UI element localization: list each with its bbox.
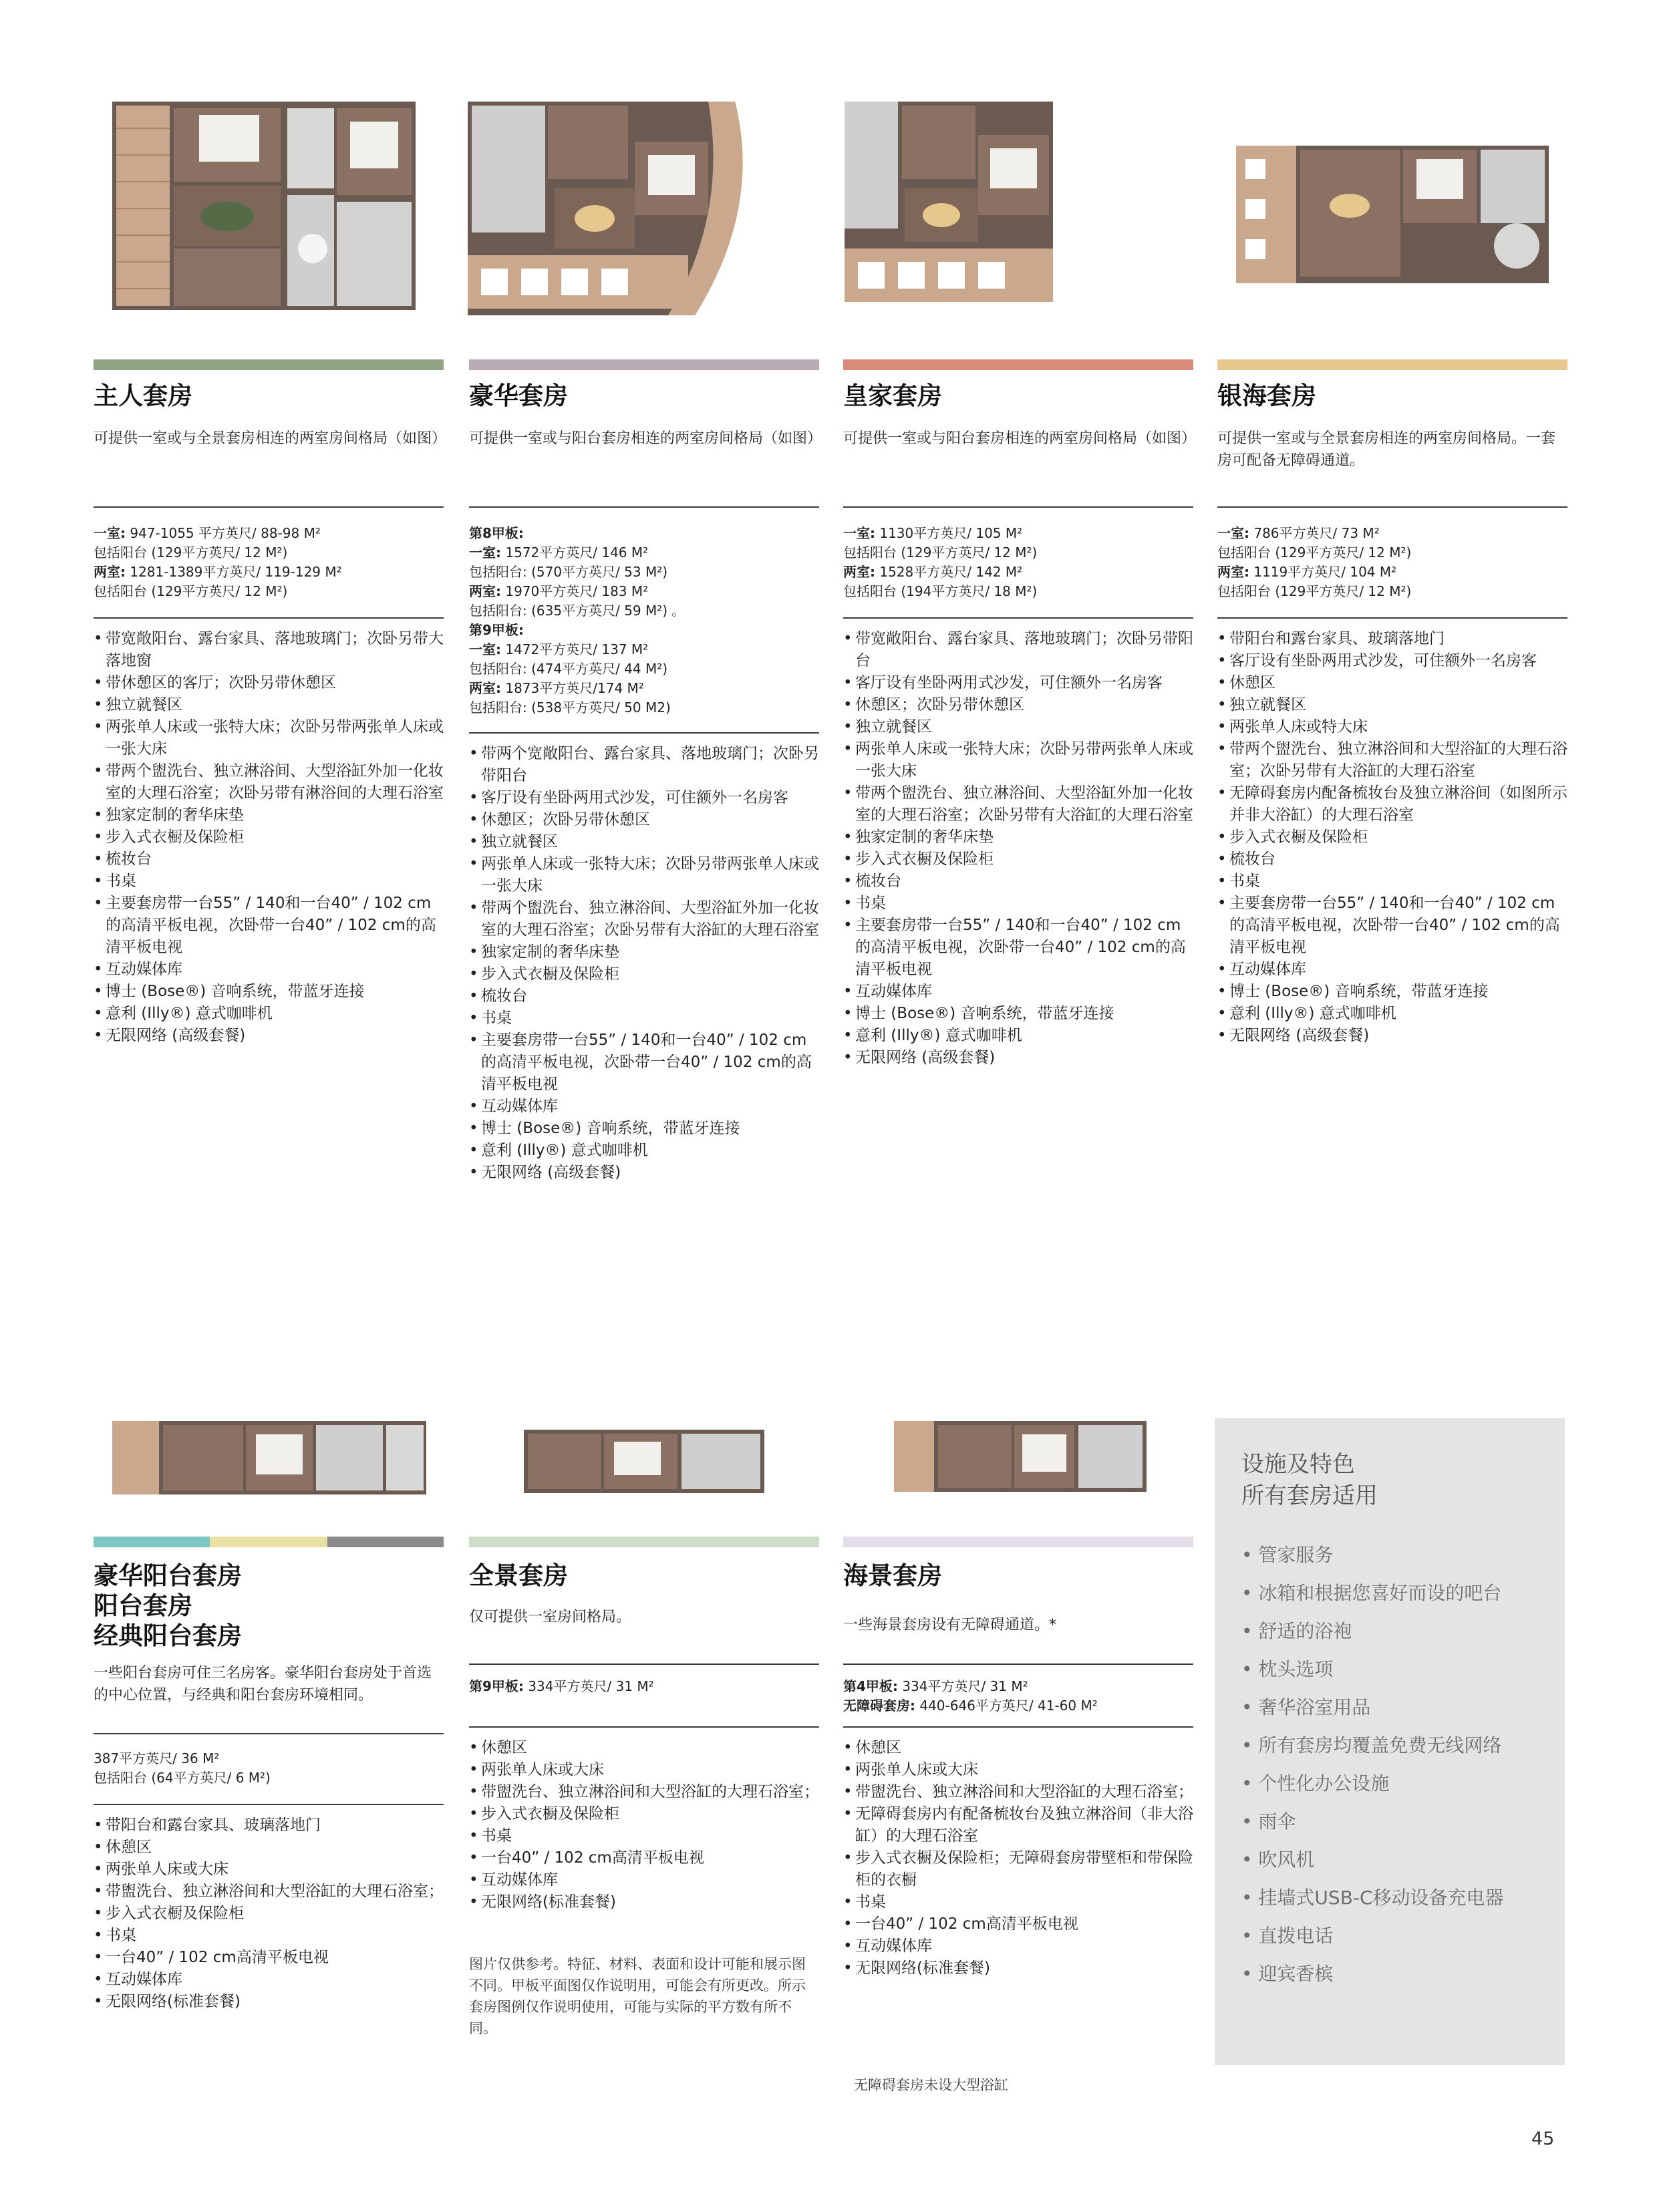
feature-item: • 无限网络 (高级套餐)	[469, 1162, 819, 1184]
feature-item: • 两张单人床或特大床	[1217, 716, 1567, 738]
feature-item: • 独家定制的奢华床垫	[94, 804, 444, 826]
feature-item: • 无障碍套房内有配备梳妆台及独立淋浴间（非大浴缸）的大理石浴室	[843, 1803, 1193, 1847]
feature-item: • 博士 (Bose®) 音响系统，带蓝牙连接	[94, 981, 444, 1003]
spec-line: 包括阳台 (129平方英尺/ 12 M²)	[843, 544, 1038, 561]
amenity-item: • 雨伞	[1241, 1810, 1296, 1833]
spec-line: 两室: 1873平方英尺/174 M²	[469, 680, 644, 696]
master-title: 主人套房	[94, 381, 192, 410]
feature-item: • 休憩区；次卧另带休憩区	[843, 694, 1193, 716]
feature-item: • 主要套房带一台55” / 140和一台40” / 102 cm的高清平板电视，次卧带一台40” / 102 cm的高清平板电视	[469, 1030, 819, 1096]
spec-line: 包括阳台 (64平方英尺/ 6 M²)	[94, 1770, 271, 1786]
feature-item: • 带休憩区的客厅；次卧另带休憩区	[94, 672, 444, 694]
panorama-intro: 仅可提供一室房间格局。	[469, 1609, 631, 1625]
feature-item: • 独立就餐区	[1217, 694, 1567, 716]
amenity-item: • 迎宾香槟	[1241, 1963, 1334, 1985]
feature-item: • 书桌	[94, 871, 444, 893]
feature-item: • 步入式衣橱及保险柜	[1217, 826, 1567, 848]
feature-item: • 意利 (Illy®) 意式咖啡机	[469, 1140, 819, 1162]
feature-item: • 带盥洗台、独立淋浴间和大型浴缸的大理石浴室；	[94, 1881, 444, 1903]
spec-line: 无障碍套房: 440-646平方英尺/ 41-60 M²	[843, 1698, 1098, 1714]
amenity-item: • 直拨电话	[1241, 1925, 1334, 1947]
royal-specs	[843, 524, 1193, 601]
vista-color-bar	[843, 1537, 1193, 1547]
amenity-item: • 奢华浴室用品	[1241, 1696, 1371, 1718]
spec-line: 第9甲板: 334平方英尺/ 31 M²	[469, 1678, 654, 1694]
feature-item: • 无限网络 (高级套餐)	[1217, 1025, 1567, 1047]
spec-line: 包括阳台 (129平方英尺/ 12 M²)	[1217, 544, 1412, 561]
vista-suite-floorplan	[894, 1421, 1147, 1492]
feature-item: • 博士 (Bose®) 音响系统，带蓝牙连接	[843, 1003, 1193, 1025]
spec-line: 两室: 1970平方英尺/ 183 M²	[469, 583, 649, 599]
feature-item: • 带两个盥洗台、独立淋浴间和大型浴缸的大理石浴室；次卧另带有大浴缸的大理石浴室	[1217, 738, 1567, 782]
master-divider-2	[94, 617, 444, 619]
feature-item: • 互动媒体库	[469, 1096, 819, 1118]
royal-suite-floorplan	[845, 102, 1053, 302]
spec-line: 一室: 1472平方英尺/ 137 M²	[469, 641, 649, 657]
feature-item: • 带盥洗台、独立淋浴间和大型浴缸的大理石浴室；	[843, 1781, 1193, 1803]
vista-divider-2	[843, 1726, 1193, 1728]
grand-title: 豪华套房	[469, 381, 568, 410]
spec-line: 两室: 1528平方英尺/ 142 M²	[843, 564, 1023, 580]
feature-item: • 带阳台和露台家具、玻璃落地门	[1217, 628, 1567, 650]
disclaimer-note: 图片仅供参考。特征、材料、表面和设计可能和展示图不同。甲板平面图仅作说明用，可能会有所更改。所示套房图例仅作说明使用，可能与实际的平方数有所不同。	[469, 1956, 806, 2036]
veranda-specs	[94, 1749, 444, 1788]
grand-color-bar	[469, 359, 819, 370]
amenities-title-line: 设施及特色	[1241, 1451, 1355, 1478]
feature-item: • 客厅设有坐卧两用式沙发，可住额外一名房客	[1217, 650, 1567, 672]
veranda-intro: 一些阳台套房可住三名房客。豪华阳台套房处于首选的中心位置，与经典和阳台套房环境相同。	[94, 1665, 432, 1704]
veranda-divider-2	[94, 1804, 444, 1805]
spec-line: 包括阳台 (129平方英尺/ 12 M²)	[1217, 583, 1412, 599]
feature-item: • 带两个盥洗台、独立淋浴间、大型浴缸外加一化妆室的大理石浴室；次卧另带有淋浴间的大理石浴室	[94, 760, 444, 804]
feature-item: • 两张单人床或大床	[94, 1859, 444, 1881]
grand-intro: 可提供一室或与阳台套房相连的两室房间格局（如图）	[469, 430, 822, 447]
amenity-item: • 挂墙式USB-C移动设备充电器	[1241, 1887, 1504, 1909]
feature-item: • 博士 (Bose®) 音响系统，带蓝牙连接	[1217, 981, 1567, 1003]
feature-item: • 步入式衣橱及保险柜；无障碍套房带壁柜和带保险柜的衣橱	[843, 1847, 1193, 1891]
feature-item: • 书桌	[843, 893, 1193, 915]
panorama-suite-floorplan	[524, 1430, 764, 1493]
feature-item: • 主要套房带一台55” / 140和一台40” / 102 cm的高清平板电视，次卧带一台40” / 102 cm的高清平板电视	[1217, 893, 1567, 959]
feature-item: • 客厅设有坐卧两用式沙发，可住额外一名房客	[469, 787, 819, 809]
panorama-features	[469, 1737, 819, 1913]
amenities-list	[1241, 1536, 1504, 1993]
feature-item: • 书桌	[469, 1007, 819, 1030]
feature-item: • 一台40” / 102 cm高清平板电视	[94, 1947, 444, 1969]
silver-specs	[1217, 524, 1567, 601]
royal-divider-1	[843, 506, 1193, 508]
feature-item: • 无障碍套房内配备梳妆台及独立淋浴间（如图所示并非大浴缸）的大理石浴室	[1217, 782, 1567, 826]
feature-item: • 休憩区	[843, 1737, 1193, 1759]
feature-item: • 互动媒体库	[1217, 959, 1567, 981]
feature-item: • 带宽敞阳台、露台家具、落地玻璃门；次卧另带大落地窗	[94, 628, 444, 672]
royal-title: 皇家套房	[843, 381, 942, 410]
feature-item: • 独立就餐区	[469, 831, 819, 853]
feature-item: • 意利 (Illy®) 意式咖啡机	[94, 1003, 444, 1025]
feature-item: • 无限网络(标准套餐)	[469, 1891, 819, 1913]
feature-item: • 两张单人床或大床	[843, 1759, 1193, 1781]
feature-item: • 书桌	[469, 1825, 819, 1847]
veranda-color-bar-1	[94, 1537, 210, 1547]
feature-item: • 独家定制的奢华床垫	[469, 941, 819, 963]
feature-item: • 互动媒体库	[843, 981, 1193, 1003]
veranda-color-bar-3	[327, 1537, 444, 1547]
feature-item: • 博士 (Bose®) 音响系统，带蓝牙连接	[469, 1118, 819, 1140]
feature-item: • 梳妆台	[843, 871, 1193, 893]
feature-item: • 两张单人床或一张特大床；次卧另带两张单人床或一张大床	[469, 853, 819, 897]
feature-item: • 客厅设有坐卧两用式沙发，可住额外一名房客	[843, 672, 1193, 694]
master-features	[94, 628, 444, 1047]
feature-item: • 互动媒体库	[843, 1935, 1193, 1957]
feature-item: • 意利 (Illy®) 意式咖啡机	[843, 1025, 1193, 1047]
grand-divider-2	[469, 732, 819, 734]
feature-item: • 带盥洗台、独立淋浴间和大型浴缸的大理石浴室；	[469, 1781, 819, 1803]
feature-item: • 步入式衣橱及保险柜	[94, 826, 444, 848]
spec-line: 包括阳台: (570平方英尺/ 53 M²)	[469, 564, 668, 580]
grand-divider-1	[469, 506, 819, 508]
amenity-item: • 舒适的浴袍	[1241, 1620, 1352, 1642]
panorama-divider-2	[469, 1726, 819, 1728]
title-line: 经典阳台套房	[94, 1621, 242, 1650]
spec-line: 包括阳台 (129平方英尺/ 12 M²)	[94, 544, 288, 561]
feature-item: • 无限网络 (高级套餐)	[843, 1047, 1193, 1069]
amenity-item: • 管家服务	[1241, 1544, 1334, 1566]
royal-intro: 可提供一室或与阳台套房相连的两室房间格局（如图）	[843, 430, 1197, 447]
amenities-title	[1241, 1449, 1378, 1512]
feature-item: • 两张单人床或一张特大床；次卧另带两张单人床或一张大床	[843, 738, 1193, 782]
spec-line: 第4甲板: 334平方英尺/ 31 M²	[843, 1678, 1028, 1694]
veranda-features	[94, 1814, 444, 2013]
veranda-divider-1	[94, 1733, 444, 1734]
feature-item: • 休憩区	[94, 1837, 444, 1859]
panorama-divider-1	[469, 1664, 819, 1665]
feature-item: • 书桌	[843, 1891, 1193, 1913]
feature-item: • 带宽敞阳台、露台家具、落地玻璃门；次卧另带阳台	[843, 628, 1193, 672]
amenities-title-line: 所有套房适用	[1241, 1482, 1378, 1509]
footnote: 无障碍套房未设大型浴缸	[854, 2077, 1008, 2093]
master-specs	[94, 524, 444, 601]
feature-item: • 带两个盥洗台、独立淋浴间、大型浴缸外加一化妆室的大理石浴室；次卧另带有大浴缸的大理石浴室	[843, 782, 1193, 826]
spec-line: 第8甲板:	[469, 525, 524, 541]
grand-suite-floorplan	[468, 102, 762, 315]
silver-suite-floorplan	[1236, 146, 1549, 283]
spec-line: 一室: 1130平方英尺/ 105 M²	[843, 525, 1023, 541]
silver-color-bar	[1217, 359, 1567, 370]
spec-line: 387平方英尺/ 36 M²	[94, 1750, 220, 1766]
feature-item: • 带两个盥洗台、独立淋浴间、大型浴缸外加一化妆室的大理石浴室；次卧另带有大浴缸的大理石浴室	[469, 897, 819, 941]
veranda-title	[94, 1561, 242, 1651]
feature-item: • 梳妆台	[1217, 848, 1567, 871]
feature-item: • 梳妆台	[94, 848, 444, 871]
feature-item: • 互动媒体库	[94, 1969, 444, 1991]
feature-item: • 无限网络 (高级套餐)	[94, 1025, 444, 1047]
silver-features	[1217, 628, 1567, 1047]
silver-intro: 可提供一室或与全景套房相连的两室房间格局。一套房可配备无障碍通道。	[1217, 430, 1556, 469]
feature-item: • 带两个宽敞阳台、露台家具、落地玻璃门；次卧另带阳台	[469, 743, 819, 787]
silver-divider-1	[1217, 506, 1567, 508]
feature-item: • 步入式衣橱及保险柜	[843, 848, 1193, 871]
feature-item: • 书桌	[1217, 871, 1567, 893]
spec-line: 一室: 1572平方英尺/ 146 M²	[469, 544, 649, 561]
feature-item: • 书桌	[94, 1925, 444, 1947]
veranda-suite-floorplan	[112, 1421, 426, 1494]
feature-item: • 主要套房带一台55” / 140和一台40” / 102 cm的高清平板电视，次卧带一台40” / 102 cm的高清平板电视	[94, 893, 444, 959]
grand-specs	[469, 524, 819, 718]
vista-features	[843, 1737, 1193, 1980]
grand-features	[469, 743, 819, 1184]
amenities-panel	[1215, 1418, 1565, 2065]
veranda-color-bar-2	[210, 1537, 327, 1547]
feature-item: • 步入式衣橱及保险柜	[469, 963, 819, 985]
feature-item: • 梳妆台	[469, 985, 819, 1007]
spec-line: 两室: 1281-1389平方英尺/ 119-129 M²	[94, 564, 342, 580]
master-suite-floorplan	[112, 102, 416, 310]
spec-line: 包括阳台 (194平方英尺/ 18 M²)	[843, 583, 1038, 599]
amenity-item: • 冰箱和根据您喜好而设的吧台	[1241, 1582, 1502, 1604]
feature-item: • 独立就餐区	[843, 716, 1193, 738]
feature-item: • 互动媒体库	[469, 1869, 819, 1891]
feature-item: • 两张单人床或一张特大床；次卧另带两张单人床或一张大床	[94, 716, 444, 760]
spec-line: 包括阳台: (538平方英尺/ 50 M2)	[469, 699, 671, 716]
amenity-item: • 吹风机	[1241, 1849, 1315, 1871]
amenity-item: • 所有套房均覆盖免费无线网络	[1241, 1734, 1502, 1756]
feature-item: • 休憩区；次卧另带休憩区	[469, 809, 819, 831]
vista-divider-1	[843, 1664, 1193, 1665]
feature-item: • 一台40” / 102 cm高清平板电视	[469, 1847, 819, 1869]
master-intro: 可提供一室或与全景套房相连的两室房间格局（如图）	[94, 430, 447, 447]
royal-color-bar	[843, 359, 1193, 370]
feature-item: • 意利 (Illy®) 意式咖啡机	[1217, 1003, 1567, 1025]
feature-item: • 独家定制的奢华床垫	[843, 826, 1193, 848]
feature-item: • 独立就餐区	[94, 694, 444, 716]
royal-features	[843, 628, 1193, 1069]
feature-item: • 无限网络(标准套餐)	[843, 1957, 1193, 1980]
spec-line: 两室: 1119平方英尺/ 104 M²	[1217, 564, 1397, 580]
amenity-item: • 枕头选项	[1241, 1658, 1334, 1680]
feature-item: • 两张单人床或大床	[469, 1759, 819, 1781]
vista-intro: 一些海景套房设有无障碍通道。*	[843, 1617, 1057, 1633]
spec-line: 第9甲板:	[469, 622, 524, 638]
feature-item: • 互动媒体库	[94, 959, 444, 981]
page-number: 45	[1531, 2128, 1555, 2149]
feature-item: • 步入式衣橱及保险柜	[469, 1803, 819, 1825]
panorama-color-bar	[469, 1537, 819, 1547]
panorama-specs	[469, 1677, 819, 1696]
feature-item: • 无限网络(标准套餐)	[94, 1991, 444, 2013]
feature-item: • 主要套房带一台55” / 140和一台40” / 102 cm的高清平板电视，次卧带一台40” / 102 cm的高清平板电视	[843, 915, 1193, 981]
spec-line: 一室: 947-1055 平方英尺/ 88-98 M²	[94, 525, 321, 541]
vista-title: 海景套房	[843, 1561, 942, 1590]
royal-divider-2	[843, 617, 1193, 619]
silver-divider-2	[1217, 617, 1567, 619]
master-divider-1	[94, 506, 444, 508]
silver-title: 银海套房	[1217, 381, 1316, 410]
feature-item: • 步入式衣橱及保险柜	[94, 1903, 444, 1925]
title-line: 豪华阳台套房	[94, 1561, 242, 1590]
feature-item: • 一台40” / 102 cm高清平板电视	[843, 1913, 1193, 1935]
master-color-bar	[94, 359, 444, 370]
feature-item: • 休憩区	[469, 1737, 819, 1759]
amenity-item: • 个性化办公设施	[1241, 1772, 1390, 1794]
spec-line: 包括阳台: (474平方英尺/ 44 M²)	[469, 661, 668, 677]
feature-item: • 休憩区	[1217, 672, 1567, 694]
panorama-title: 全景套房	[469, 1561, 568, 1590]
title-line: 阳台套房	[94, 1591, 192, 1620]
spec-line: 一室: 786平方英尺/ 73 M²	[1217, 525, 1380, 541]
feature-item: • 带阳台和露台家具、玻璃落地门	[94, 1814, 444, 1837]
spec-line: 包括阳台 (129平方英尺/ 12 M²)	[94, 583, 288, 599]
vista-specs	[843, 1677, 1193, 1716]
spec-line: 包括阳台: (635平方英尺/ 59 M²) 。	[469, 603, 686, 619]
